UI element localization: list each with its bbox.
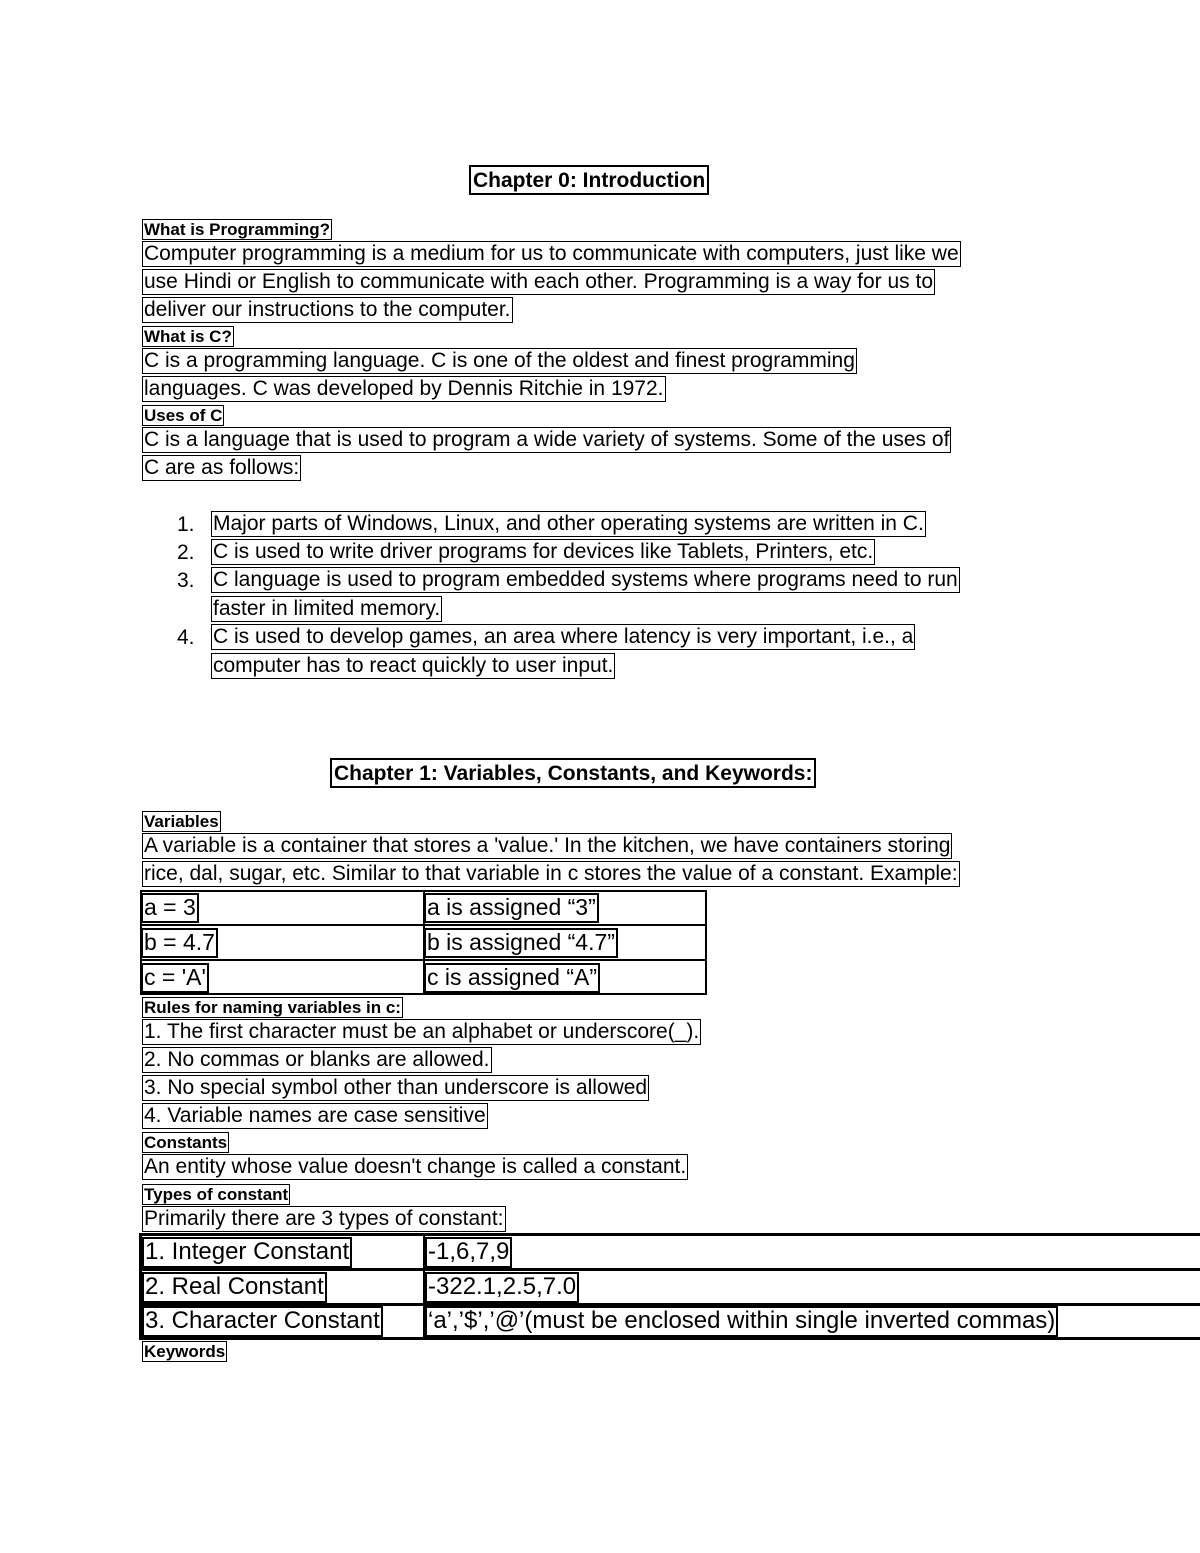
list-item: Major parts of Windows, Linux, and other operating systems are written in C.	[213, 512, 924, 535]
const-table-example: ‘a’,’$’,’@’(must be enclosed within single inverted commas)	[425, 1306, 1058, 1337]
what-is-c-line-1: C is a programming language. C is one of the oldest and finest programming	[144, 349, 855, 372]
var-table-expr: a = 3	[141, 893, 199, 923]
uses-intro-line-2: C are as follows:	[144, 456, 300, 479]
what-is-c-heading: What is C?	[144, 327, 232, 346]
table-divider	[139, 1233, 1200, 1236]
what-is-c-line-2: languages. C was developed by Dennis Ritchie in 1972.	[144, 377, 664, 400]
list-item: C is used to develop games, an area where latency is very important, i.e., a	[213, 625, 914, 648]
const-table-type: 1. Integer Constant	[142, 1237, 352, 1268]
var-table-expr: b = 4.7	[141, 928, 218, 958]
rule-item: 1. The first character must be an alphabet or underscore(_).	[144, 1020, 700, 1043]
uses-intro-line-1: C is a language that is used to program a wide variety of systems. Some of the uses of	[144, 428, 950, 451]
table-divider	[140, 959, 707, 961]
table-divider	[139, 1337, 1200, 1340]
programming-line-1: Computer programming is a medium for us to communicate with computers, just like we	[144, 242, 959, 265]
list-item-continuation: faster in limited memory.	[213, 597, 441, 620]
rule-item: 2. No commas or blanks are allowed.	[144, 1048, 490, 1071]
variables-heading: Variables	[144, 812, 219, 831]
what-is-programming-heading: What is Programming?	[144, 220, 331, 239]
variables-line-2: rice, dal, sugar, etc. Similar to that variable in c stores the value of a constant. Example:	[144, 862, 958, 885]
list-item: C language is used to program embedded systems where programs need to run	[213, 568, 958, 591]
const-table-type: 3. Character Constant	[142, 1306, 383, 1337]
list-number: 4.	[177, 626, 195, 649]
list-number: 2.	[177, 541, 195, 564]
programming-line-3: deliver our instructions to the computer.	[144, 298, 511, 321]
const-table-example: -322.1,2.5,7.0	[425, 1272, 579, 1303]
rule-item: 3. No special symbol other than underscore is allowed	[144, 1076, 648, 1099]
uses-of-c-heading: Uses of C	[144, 406, 223, 425]
var-table-desc: b is assigned “4.7”	[424, 928, 618, 958]
types-of-constant-line: Primarily there are 3 types of constant:	[144, 1207, 504, 1230]
list-item: C is used to write driver programs for devices like Tablets, Printers, etc.	[213, 540, 874, 563]
chapter-1-title: Chapter 1: Variables, Constants, and Keywords:	[330, 758, 816, 788]
var-table-desc: a is assigned “3”	[424, 893, 599, 923]
var-table-expr: c = 'A'	[141, 963, 209, 993]
constants-line: An entity whose value doesn't change is called a constant.	[144, 1155, 687, 1178]
list-item-continuation: computer has to react quickly to user input.	[213, 654, 614, 677]
chapter-0-title: Chapter 0: Introduction	[469, 165, 709, 195]
rules-heading: Rules for naming variables in c:	[144, 998, 401, 1017]
table-divider	[140, 924, 707, 926]
programming-line-2: use Hindi or English to communicate with each other. Programming is a way for us to	[144, 270, 934, 293]
var-table-desc: c is assigned “A”	[424, 963, 600, 993]
const-table-type: 2. Real Constant	[142, 1272, 327, 1303]
variables-line-1: A variable is a container that stores a 'value.' In the kitchen, we have containers storing	[144, 834, 951, 857]
table-divider	[139, 1268, 1200, 1271]
rule-item: 4. Variable names are case sensitive	[144, 1104, 486, 1127]
keywords-heading: Keywords	[144, 1342, 226, 1361]
const-table-example: -1,6,7,9	[425, 1237, 512, 1268]
list-number: 1.	[177, 513, 195, 536]
types-of-constant-heading: Types of constant	[144, 1185, 289, 1204]
constants-heading: Constants	[144, 1133, 228, 1152]
list-number: 3.	[177, 569, 195, 592]
